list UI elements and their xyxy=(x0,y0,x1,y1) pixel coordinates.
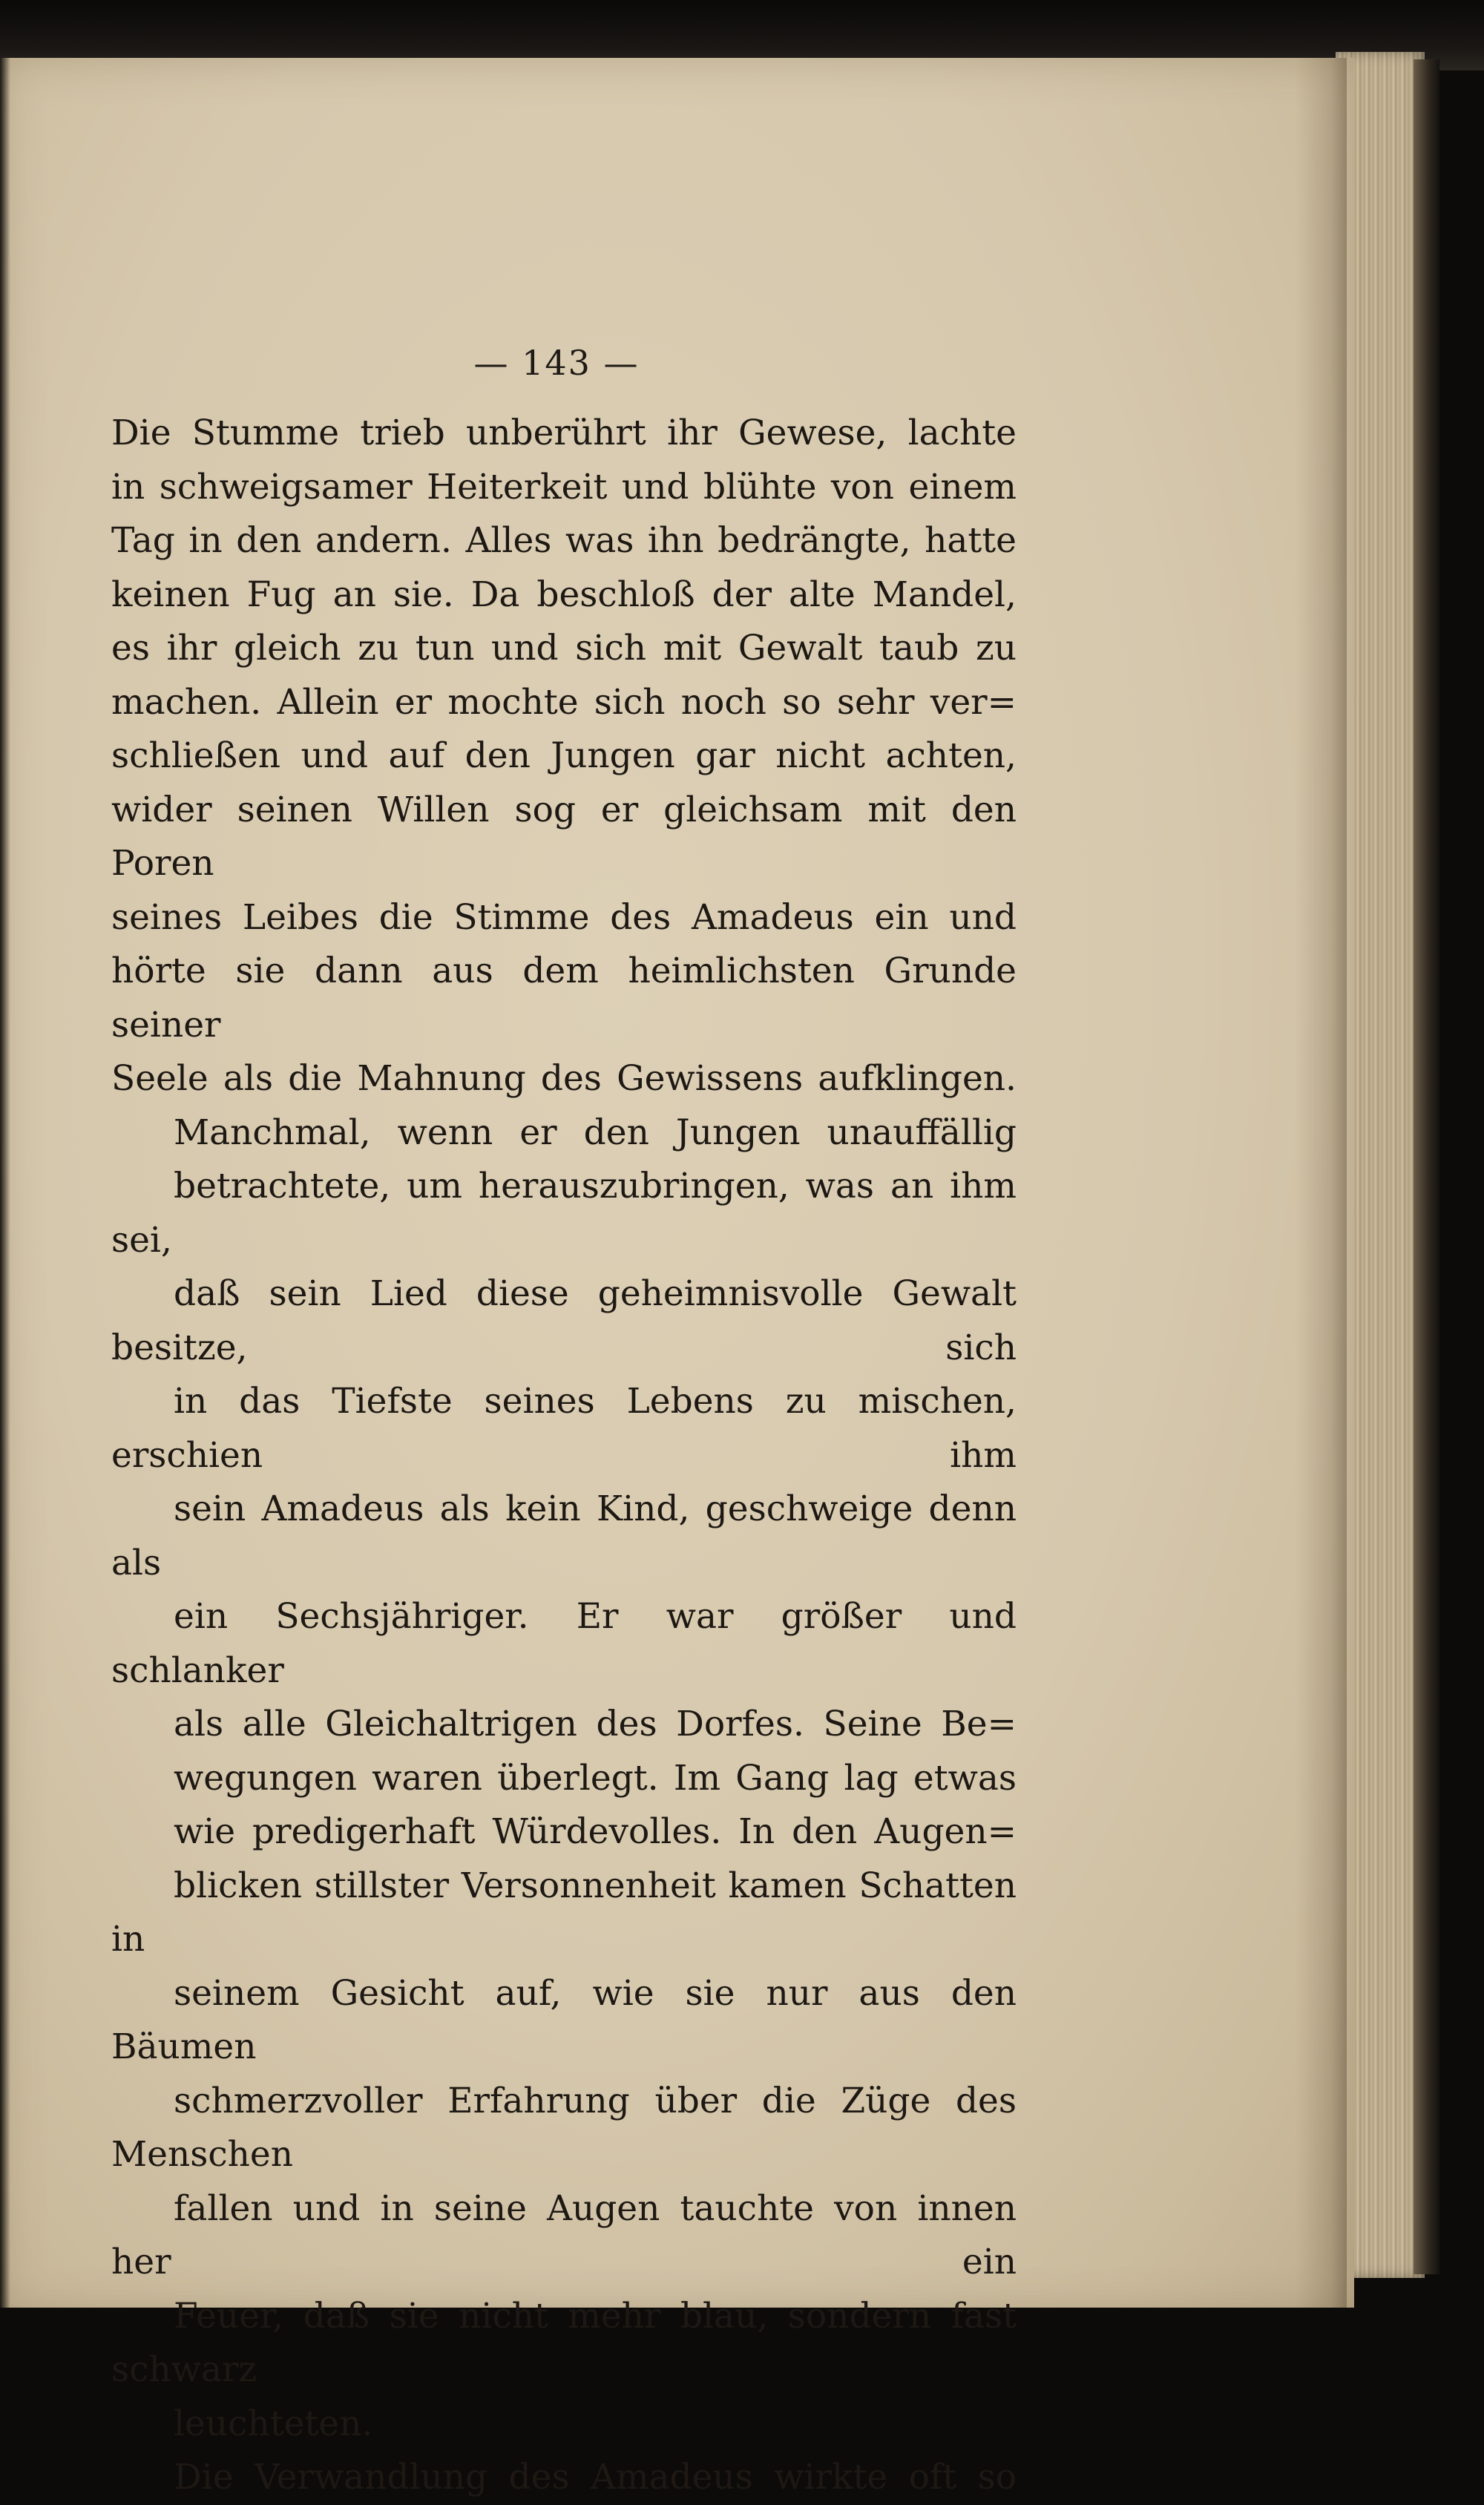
text-line: fallen und in seine Augen tauchte von innen her ein xyxy=(111,2187,1017,2282)
text-line: Feuer, daß sie nicht mehr blau, sondern fast schwarz xyxy=(111,2295,1017,2390)
text-line: Tag in den andern. Alles was ihn bedrängte, hatte xyxy=(111,520,1017,561)
text-line: machen. Allein er mochte sich noch so sehr ver= xyxy=(111,681,1017,723)
text-line: leuchteten. xyxy=(174,2403,373,2444)
text-line: Manchmal, wenn er den Jungen unauffällig xyxy=(174,1112,1017,1153)
text-line: es ihr gleich zu tun und sich mit Gewalt taub zu xyxy=(111,628,1017,669)
text-line: Seele als die Mahnung des Gewissens aufklingen. xyxy=(111,1058,1017,1099)
text-line: in das Tiefste seines Lebens zu mischen, erschien ihm xyxy=(111,1381,1017,1476)
text-line: schmerzvoller Erfahrung über die Züge des Menschen xyxy=(111,2080,1017,2175)
text-line: in schweigsamer Heiterkeit und blühte von einem xyxy=(111,466,1017,508)
text-line: seinem Gesicht auf, wie sie nur aus den Bäumen xyxy=(111,1972,1017,2067)
text-line: daß sein Lied diese geheimnisvolle Gewalt besitze, sich xyxy=(111,1273,1017,1368)
text-line: ein Sechsjähriger. Er war größer und schlanker xyxy=(111,1596,1017,1691)
text-line: keinen Fug an sie. Da beschloß der alte Mandel, xyxy=(111,574,1017,615)
text-line: schließen und auf den Jungen gar nicht achten, xyxy=(111,735,1017,776)
text-line: Die Stumme trieb unberührt ihr Gewese, lachte xyxy=(111,413,1017,453)
paragraph-3 xyxy=(111,2451,1017,2505)
page-gutter-shadow xyxy=(1295,58,1347,2314)
text-line: hörte sie dann aus dem heimlichsten Grunde seiner xyxy=(111,951,1017,1045)
text-line: wie predigerhaft Würdevolles. In den Augen= xyxy=(174,1811,1017,1852)
text-line: wider seinen Willen sog er gleichsam mit den Poren xyxy=(111,789,1017,884)
text-line: betrachtete, um herauszubringen, was an ihm sei, xyxy=(111,1166,1017,1261)
paragraph-1 xyxy=(111,407,1017,1106)
text-line: blicken stillster Versonnenheit kamen Schatten in xyxy=(111,1865,1017,1960)
page-left-edge xyxy=(0,58,10,2314)
text-line: Die Verwandlung des Amadeus wirkte oft so xyxy=(174,2457,1017,2498)
text-line: sein Amadeus als kein Kind, geschweige denn als xyxy=(111,1488,1017,1583)
book-cover-edge xyxy=(1414,59,1439,2274)
page-number: — 143 — xyxy=(473,343,640,383)
text-line: als alle Gleichaltrigen des Dorfes. Seine Be= xyxy=(174,1704,1017,1744)
paragraph-2 xyxy=(111,1106,1017,2452)
text-line: seines Leibes die Stimme des Amadeus ein und xyxy=(111,896,1017,938)
body-text xyxy=(111,407,1017,2505)
text-line: wegungen waren überlegt. Im Gang lag etwas xyxy=(174,1757,1017,1799)
